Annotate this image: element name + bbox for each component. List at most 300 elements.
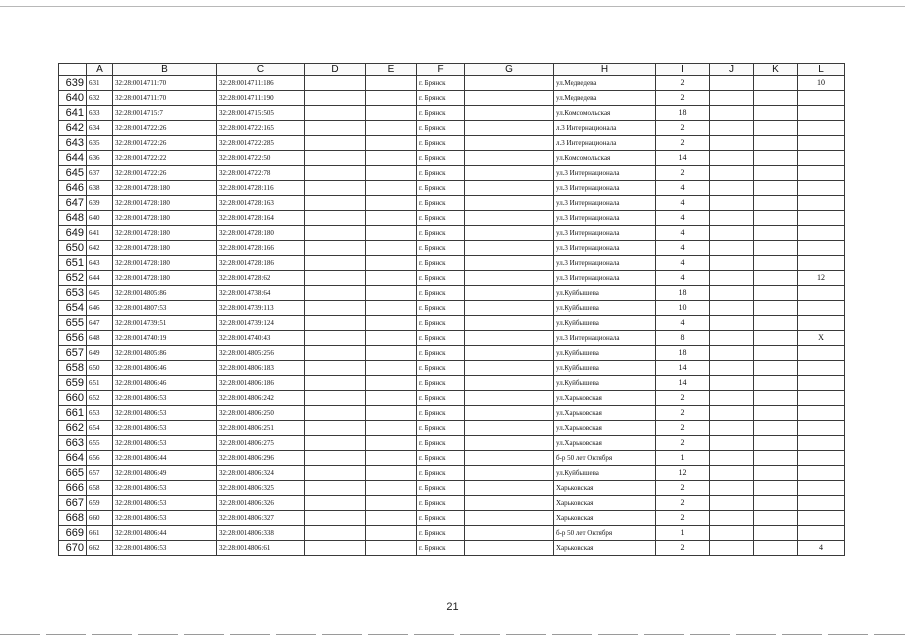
cell-i: 2 bbox=[656, 496, 710, 511]
cell-g bbox=[465, 181, 554, 196]
column-header-i: I bbox=[656, 64, 710, 76]
cell-b: 32:28:0014728:180 bbox=[113, 271, 217, 286]
row-number: 654 bbox=[59, 301, 87, 316]
cell-d bbox=[305, 301, 366, 316]
table-body bbox=[59, 76, 845, 556]
cell-j bbox=[710, 421, 754, 436]
cell-b: 32:28:0014806:53 bbox=[113, 481, 217, 496]
cell-k bbox=[754, 526, 798, 541]
cell-i: 2 bbox=[656, 166, 710, 181]
cell-h: ул.3 Интернационала bbox=[554, 196, 656, 211]
table-row bbox=[59, 151, 845, 166]
table-row bbox=[59, 331, 845, 346]
cell-j bbox=[710, 256, 754, 271]
cell-c: 32:28:0014722:165 bbox=[217, 121, 305, 136]
table-row bbox=[59, 466, 845, 481]
cell-a: 653 bbox=[87, 406, 113, 421]
cell-c: 32:28:0014722:50 bbox=[217, 151, 305, 166]
cell-k bbox=[754, 226, 798, 241]
cell-i: 4 bbox=[656, 226, 710, 241]
cell-i: 4 bbox=[656, 211, 710, 226]
row-number: 658 bbox=[59, 361, 87, 376]
cell-i: 4 bbox=[656, 181, 710, 196]
cell-c: 32:28:0014728:116 bbox=[217, 181, 305, 196]
cell-a: 656 bbox=[87, 451, 113, 466]
row-number: 663 bbox=[59, 436, 87, 451]
cell-a: 661 bbox=[87, 526, 113, 541]
cell-l bbox=[798, 406, 845, 421]
cell-j bbox=[710, 196, 754, 211]
cell-b: 32:28:0014806:44 bbox=[113, 526, 217, 541]
cell-b: 32:28:0014806:53 bbox=[113, 541, 217, 556]
cell-i: 18 bbox=[656, 106, 710, 121]
cell-g bbox=[465, 211, 554, 226]
column-header-h: H bbox=[554, 64, 656, 76]
cell-d bbox=[305, 376, 366, 391]
cell-e bbox=[366, 451, 417, 466]
cell-e bbox=[366, 511, 417, 526]
row-number: 666 bbox=[59, 481, 87, 496]
cell-h: ул.3 Интернационала bbox=[554, 331, 656, 346]
table-row bbox=[59, 451, 845, 466]
row-number: 642 bbox=[59, 121, 87, 136]
cell-k bbox=[754, 496, 798, 511]
cell-d bbox=[305, 316, 366, 331]
cell-h: ул.3 Интернационала bbox=[554, 241, 656, 256]
cell-k bbox=[754, 331, 798, 346]
cell-j bbox=[710, 346, 754, 361]
cell-j bbox=[710, 151, 754, 166]
cell-b: 32:28:0014806:53 bbox=[113, 511, 217, 526]
cell-g bbox=[465, 331, 554, 346]
cell-i: 18 bbox=[656, 286, 710, 301]
cell-k bbox=[754, 211, 798, 226]
cell-i: 4 bbox=[656, 271, 710, 286]
row-number: 641 bbox=[59, 106, 87, 121]
cell-f: г. Брянск bbox=[417, 376, 465, 391]
cell-k bbox=[754, 271, 798, 286]
top-scan-line bbox=[0, 6, 905, 7]
cell-c: 32:28:0014806:61 bbox=[217, 541, 305, 556]
cell-k bbox=[754, 451, 798, 466]
cell-c: 32:28:0014805:256 bbox=[217, 346, 305, 361]
cell-j bbox=[710, 361, 754, 376]
column-header-g: G bbox=[465, 64, 554, 76]
cell-d bbox=[305, 166, 366, 181]
table-row bbox=[59, 166, 845, 181]
cell-l bbox=[798, 106, 845, 121]
cell-i: 12 bbox=[656, 466, 710, 481]
cell-i: 2 bbox=[656, 391, 710, 406]
cell-l bbox=[798, 181, 845, 196]
cell-e bbox=[366, 211, 417, 226]
cell-c: 32:28:0014806:296 bbox=[217, 451, 305, 466]
column-header-a: A bbox=[87, 64, 113, 76]
cell-k bbox=[754, 466, 798, 481]
cell-d bbox=[305, 466, 366, 481]
cell-f: г. Брянск bbox=[417, 466, 465, 481]
cell-f: г. Брянск bbox=[417, 241, 465, 256]
cell-i: 2 bbox=[656, 121, 710, 136]
cell-f: г. Брянск bbox=[417, 526, 465, 541]
cell-d bbox=[305, 436, 366, 451]
cell-a: 658 bbox=[87, 481, 113, 496]
cell-e bbox=[366, 361, 417, 376]
cell-a: 639 bbox=[87, 196, 113, 211]
cell-f: г. Брянск bbox=[417, 166, 465, 181]
cell-k bbox=[754, 316, 798, 331]
cell-l bbox=[798, 256, 845, 271]
cell-l bbox=[798, 391, 845, 406]
cell-i: 2 bbox=[656, 406, 710, 421]
cell-e bbox=[366, 121, 417, 136]
cell-a: 650 bbox=[87, 361, 113, 376]
cell-l bbox=[798, 196, 845, 211]
cell-l: X bbox=[798, 331, 845, 346]
row-number: 662 bbox=[59, 421, 87, 436]
cell-l: 10 bbox=[798, 76, 845, 91]
table-row bbox=[59, 211, 845, 226]
cell-l: 4 bbox=[798, 541, 845, 556]
row-number: 656 bbox=[59, 331, 87, 346]
cell-g bbox=[465, 376, 554, 391]
cell-e bbox=[366, 526, 417, 541]
cell-f: г. Брянск bbox=[417, 496, 465, 511]
cell-b: 32:28:0014806:53 bbox=[113, 496, 217, 511]
cell-j bbox=[710, 391, 754, 406]
cell-b: 32:28:0014806:49 bbox=[113, 466, 217, 481]
cell-e bbox=[366, 271, 417, 286]
cell-e bbox=[366, 376, 417, 391]
cell-h: л.3 Интернационала bbox=[554, 136, 656, 151]
table-row bbox=[59, 511, 845, 526]
cell-e bbox=[366, 106, 417, 121]
cell-e bbox=[366, 301, 417, 316]
cell-a: 642 bbox=[87, 241, 113, 256]
cell-a: 631 bbox=[87, 76, 113, 91]
cell-d bbox=[305, 151, 366, 166]
table-row bbox=[59, 226, 845, 241]
cell-e bbox=[366, 286, 417, 301]
cell-a: 660 bbox=[87, 511, 113, 526]
row-number: 644 bbox=[59, 151, 87, 166]
cell-h: ул.Куйбышева bbox=[554, 301, 656, 316]
row-number: 655 bbox=[59, 316, 87, 331]
cell-f: г. Брянск bbox=[417, 541, 465, 556]
table-row bbox=[59, 106, 845, 121]
cell-g bbox=[465, 406, 554, 421]
cell-c: 32:28:0014806:275 bbox=[217, 436, 305, 451]
cell-k bbox=[754, 376, 798, 391]
cell-l bbox=[798, 136, 845, 151]
cell-a: 652 bbox=[87, 391, 113, 406]
cell-i: 2 bbox=[656, 91, 710, 106]
cell-a: 638 bbox=[87, 181, 113, 196]
column-header-c: C bbox=[217, 64, 305, 76]
cell-a: 659 bbox=[87, 496, 113, 511]
cell-k bbox=[754, 151, 798, 166]
cell-e bbox=[366, 91, 417, 106]
cell-e bbox=[366, 331, 417, 346]
cell-c: 32:28:0014715:505 bbox=[217, 106, 305, 121]
cell-j bbox=[710, 331, 754, 346]
cell-f: г. Брянск bbox=[417, 301, 465, 316]
cell-c: 32:28:0014806:251 bbox=[217, 421, 305, 436]
spreadsheet bbox=[58, 63, 844, 556]
cell-d bbox=[305, 76, 366, 91]
cell-c: 32:28:0014806:183 bbox=[217, 361, 305, 376]
cell-l bbox=[798, 361, 845, 376]
cell-f: г. Брянск bbox=[417, 136, 465, 151]
cell-l bbox=[798, 211, 845, 226]
cell-b: 32:28:0014722:26 bbox=[113, 121, 217, 136]
cell-d bbox=[305, 256, 366, 271]
cell-b: 32:28:0014806:44 bbox=[113, 451, 217, 466]
cell-j bbox=[710, 436, 754, 451]
cell-g bbox=[465, 541, 554, 556]
cell-j bbox=[710, 316, 754, 331]
cell-d bbox=[305, 481, 366, 496]
cell-g bbox=[465, 421, 554, 436]
cell-e bbox=[366, 496, 417, 511]
cell-g bbox=[465, 241, 554, 256]
cell-j bbox=[710, 406, 754, 421]
cell-k bbox=[754, 421, 798, 436]
cell-j bbox=[710, 181, 754, 196]
cell-f: г. Брянск bbox=[417, 286, 465, 301]
cell-h: ул.Харьковская bbox=[554, 406, 656, 421]
column-header-k: K bbox=[754, 64, 798, 76]
cell-c: 32:28:0014739:113 bbox=[217, 301, 305, 316]
cell-a: 651 bbox=[87, 376, 113, 391]
cell-d bbox=[305, 271, 366, 286]
cell-f: г. Брянск bbox=[417, 316, 465, 331]
cell-f: г. Брянск bbox=[417, 481, 465, 496]
cell-b: 32:28:0014805:86 bbox=[113, 286, 217, 301]
cell-a: 654 bbox=[87, 421, 113, 436]
cell-b: 32:28:0014728:180 bbox=[113, 241, 217, 256]
cell-g bbox=[465, 166, 554, 181]
cell-k bbox=[754, 121, 798, 136]
cell-j bbox=[710, 286, 754, 301]
cell-i: 8 bbox=[656, 331, 710, 346]
cell-i: 2 bbox=[656, 76, 710, 91]
cell-h: ул.3 Интернационала bbox=[554, 271, 656, 286]
cell-f: г. Брянск bbox=[417, 361, 465, 376]
cell-g bbox=[465, 316, 554, 331]
cell-h: ул.3 Интернационала bbox=[554, 166, 656, 181]
cell-c: 32:28:0014738:64 bbox=[217, 286, 305, 301]
cell-h: ул.Харьковская bbox=[554, 421, 656, 436]
cell-j bbox=[710, 526, 754, 541]
cell-a: 645 bbox=[87, 286, 113, 301]
cell-c: 32:28:0014806:324 bbox=[217, 466, 305, 481]
cell-b: 32:28:0014722:26 bbox=[113, 166, 217, 181]
cell-a: 657 bbox=[87, 466, 113, 481]
cell-a: 634 bbox=[87, 121, 113, 136]
cell-b: 32:28:0014711:70 bbox=[113, 91, 217, 106]
cell-l bbox=[798, 286, 845, 301]
table-row bbox=[59, 421, 845, 436]
cell-c: 32:28:0014739:124 bbox=[217, 316, 305, 331]
cell-d bbox=[305, 511, 366, 526]
cell-e bbox=[366, 76, 417, 91]
cell-g bbox=[465, 196, 554, 211]
cell-j bbox=[710, 301, 754, 316]
cell-e bbox=[366, 136, 417, 151]
cell-b: 32:28:0014806:53 bbox=[113, 406, 217, 421]
cell-b: 32:28:0014728:180 bbox=[113, 226, 217, 241]
cell-k bbox=[754, 91, 798, 106]
cell-k bbox=[754, 76, 798, 91]
cell-l bbox=[798, 301, 845, 316]
row-number: 650 bbox=[59, 241, 87, 256]
table-row bbox=[59, 496, 845, 511]
cell-h: ул.Медведева bbox=[554, 91, 656, 106]
cell-h: ул.Харьковская bbox=[554, 391, 656, 406]
row-number: 665 bbox=[59, 466, 87, 481]
cell-a: 633 bbox=[87, 106, 113, 121]
cell-h: ул.Харьковская bbox=[554, 436, 656, 451]
cell-d bbox=[305, 451, 366, 466]
cell-c: 32:28:0014728:166 bbox=[217, 241, 305, 256]
column-header-l: L bbox=[798, 64, 845, 76]
table-row bbox=[59, 316, 845, 331]
cell-c: 32:28:0014740:43 bbox=[217, 331, 305, 346]
cell-d bbox=[305, 136, 366, 151]
cell-c: 32:28:0014728:62 bbox=[217, 271, 305, 286]
row-number: 667 bbox=[59, 496, 87, 511]
cell-c: 32:28:0014806:325 bbox=[217, 481, 305, 496]
cell-h: ул.Куйбышева bbox=[554, 361, 656, 376]
cell-l bbox=[798, 451, 845, 466]
cell-g bbox=[465, 391, 554, 406]
cell-k bbox=[754, 301, 798, 316]
cell-k bbox=[754, 286, 798, 301]
cell-a: 637 bbox=[87, 166, 113, 181]
cell-g bbox=[465, 466, 554, 481]
cell-e bbox=[366, 181, 417, 196]
cell-a: 635 bbox=[87, 136, 113, 151]
row-number: 639 bbox=[59, 76, 87, 91]
table-row bbox=[59, 346, 845, 361]
cell-f: г. Брянск bbox=[417, 91, 465, 106]
cell-k bbox=[754, 241, 798, 256]
cell-g bbox=[465, 91, 554, 106]
cell-f: г. Брянск bbox=[417, 196, 465, 211]
cell-f: г. Брянск bbox=[417, 391, 465, 406]
table-row bbox=[59, 196, 845, 211]
cell-l bbox=[798, 376, 845, 391]
cell-j bbox=[710, 466, 754, 481]
row-number: 659 bbox=[59, 376, 87, 391]
cell-c: 32:28:0014728:164 bbox=[217, 211, 305, 226]
cell-d bbox=[305, 196, 366, 211]
row-number: 643 bbox=[59, 136, 87, 151]
row-number: 649 bbox=[59, 226, 87, 241]
cell-i: 4 bbox=[656, 316, 710, 331]
cell-g bbox=[465, 511, 554, 526]
cell-h: ул.Куйбышева bbox=[554, 286, 656, 301]
cell-d bbox=[305, 526, 366, 541]
cell-c: 32:28:0014728:186 bbox=[217, 256, 305, 271]
cell-h: ул.Куйбышева bbox=[554, 346, 656, 361]
cell-l bbox=[798, 436, 845, 451]
cell-j bbox=[710, 511, 754, 526]
cell-g bbox=[465, 76, 554, 91]
table-row bbox=[59, 541, 845, 556]
table-row bbox=[59, 271, 845, 286]
cell-l bbox=[798, 121, 845, 136]
cell-j bbox=[710, 271, 754, 286]
cell-f: г. Брянск bbox=[417, 151, 465, 166]
cell-d bbox=[305, 106, 366, 121]
cell-b: 32:28:0014715:7 bbox=[113, 106, 217, 121]
cell-l bbox=[798, 316, 845, 331]
table-row bbox=[59, 526, 845, 541]
cell-g bbox=[465, 526, 554, 541]
cell-i: 4 bbox=[656, 256, 710, 271]
cell-f: г. Брянск bbox=[417, 271, 465, 286]
cell-a: 636 bbox=[87, 151, 113, 166]
cell-k bbox=[754, 106, 798, 121]
cell-c: 32:28:0014806:338 bbox=[217, 526, 305, 541]
cell-a: 662 bbox=[87, 541, 113, 556]
cell-h: ул.Куйбышева bbox=[554, 376, 656, 391]
cell-d bbox=[305, 541, 366, 556]
cell-g bbox=[465, 451, 554, 466]
cell-f: г. Брянск bbox=[417, 181, 465, 196]
cell-g bbox=[465, 481, 554, 496]
cell-e bbox=[366, 241, 417, 256]
cell-a: 655 bbox=[87, 436, 113, 451]
cell-c: 32:28:0014806:250 bbox=[217, 406, 305, 421]
cell-a: 643 bbox=[87, 256, 113, 271]
cell-j bbox=[710, 166, 754, 181]
cell-e bbox=[366, 421, 417, 436]
cell-d bbox=[305, 121, 366, 136]
table-row bbox=[59, 301, 845, 316]
table-row bbox=[59, 91, 845, 106]
cell-i: 18 bbox=[656, 346, 710, 361]
cell-i: 14 bbox=[656, 151, 710, 166]
cell-f: г. Брянск bbox=[417, 406, 465, 421]
table-row bbox=[59, 241, 845, 256]
cell-c: 32:28:0014728:180 bbox=[217, 226, 305, 241]
cell-i: 2 bbox=[656, 436, 710, 451]
cell-e bbox=[366, 346, 417, 361]
cell-f: г. Брянск bbox=[417, 436, 465, 451]
cell-h: ул.Комсомольская bbox=[554, 106, 656, 121]
cell-e bbox=[366, 226, 417, 241]
cell-b: 32:28:0014722:22 bbox=[113, 151, 217, 166]
cell-c: 32:28:0014722:285 bbox=[217, 136, 305, 151]
table-row bbox=[59, 181, 845, 196]
cell-j bbox=[710, 226, 754, 241]
cell-i: 14 bbox=[656, 376, 710, 391]
cell-f: г. Брянск bbox=[417, 121, 465, 136]
cell-h: ул.3 Интернационала bbox=[554, 211, 656, 226]
column-header-row bbox=[59, 64, 845, 76]
cell-h: л.3 Интернационала bbox=[554, 121, 656, 136]
cell-c: 32:28:0014711:190 bbox=[217, 91, 305, 106]
column-header-d: D bbox=[305, 64, 366, 76]
cell-f: г. Брянск bbox=[417, 106, 465, 121]
data-table bbox=[58, 63, 845, 556]
cell-j bbox=[710, 376, 754, 391]
cell-l bbox=[798, 346, 845, 361]
cell-b: 32:28:0014805:86 bbox=[113, 346, 217, 361]
